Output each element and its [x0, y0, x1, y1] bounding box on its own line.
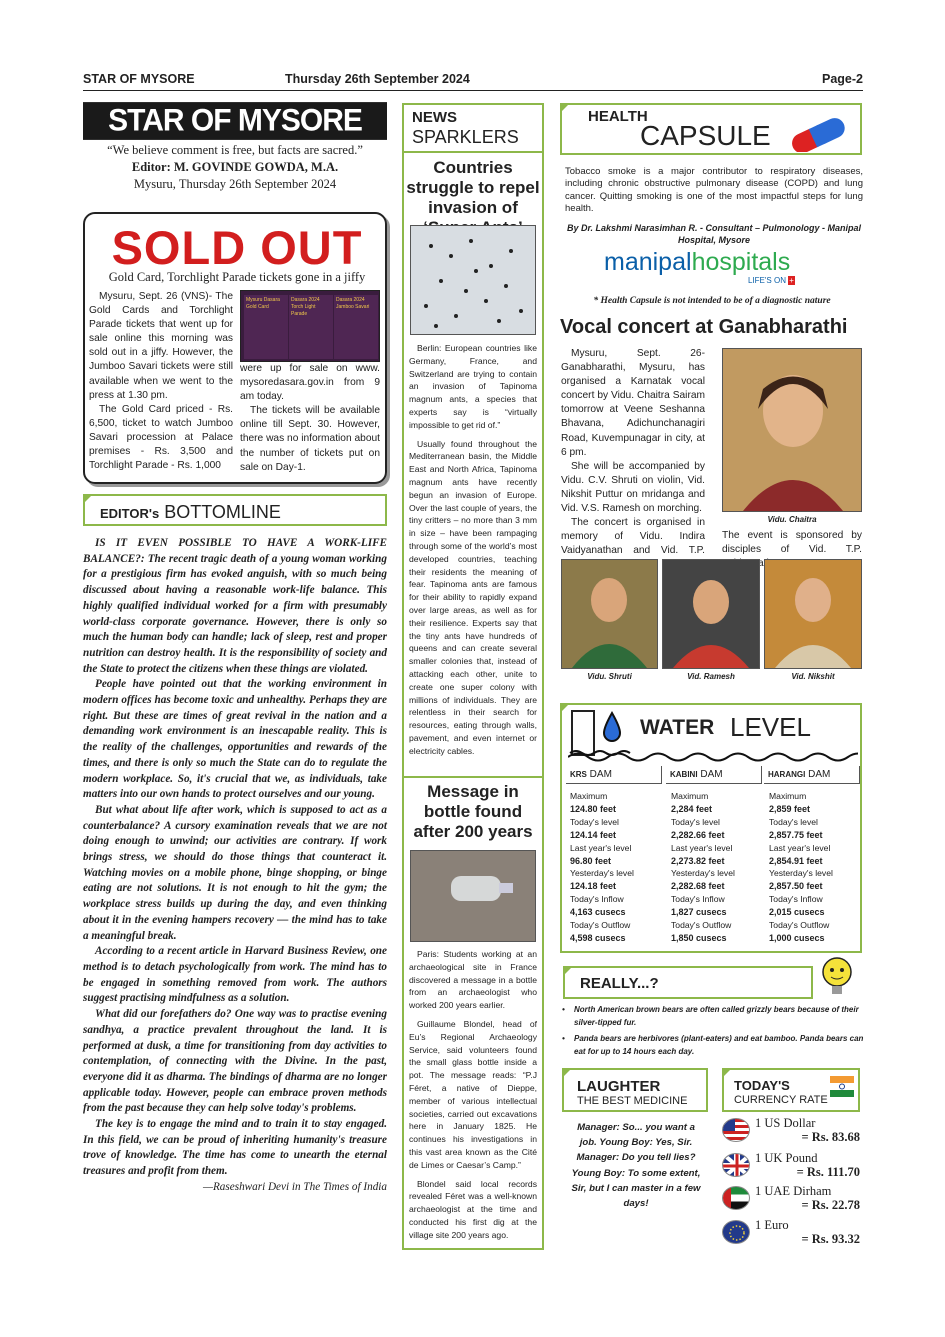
dam-data-kabini: [671, 790, 767, 945]
ticket-gold-card: Mysuru Dasara Gold Card: [244, 295, 288, 359]
concert-p2: She will be accompanied by Vidu. C.V. Shruti on violin, Vid. Nikshit Puttur on mridanga and Vid. V.S. Ramesh on morching.: [561, 460, 705, 515]
tickets-image: [240, 290, 380, 362]
currency-aed-value: = Rs. 22.78: [801, 1198, 860, 1212]
editorial-label-2: BOTTOMLINE: [164, 502, 281, 522]
really-item-1: North American brown bears are often called grizzly bears because of their silver-tipped fur.: [574, 1005, 859, 1027]
harangi-l4: Today's Inflow: [769, 894, 823, 905]
caption-nikshit: Vid. Nikshit: [791, 672, 835, 681]
laughter-label-2: THE BEST MEDICINE: [577, 1095, 688, 1107]
concert-p4: The event is sponsored by disciples of Vid. T.P.: [722, 530, 862, 556]
currency-row-gbp: [722, 1151, 860, 1181]
concert-headline: Vocal concert at Ganabharathi: [560, 316, 848, 338]
laughter-joke: Manager: So... you want a job. Young Boy: Yes, Sir. Manager: Do you tell lies? Young Boy: To some extent, Sir, but I can master in a few days!: [571, 1122, 701, 1210]
ants-photo: [410, 225, 536, 335]
uk-flag-icon: [722, 1153, 750, 1177]
header-paper-name: STAR OF MYSORE: [83, 72, 195, 86]
chaitra-photo: [722, 348, 862, 512]
currency-label-1: TODAY'S: [734, 1078, 790, 1093]
header-rule: [83, 90, 863, 91]
currency-gbp-value: = Rs. 111.70: [796, 1165, 860, 1179]
harangi-l5: Today's Outflow: [769, 920, 830, 931]
krs-v5: 4,598 cusecs: [570, 932, 626, 943]
krs-v1: 124.14 feet: [570, 829, 617, 840]
harangi-v5: 1,000 cusecs: [769, 932, 825, 943]
laughter-label-1: LAUGHTER: [577, 1078, 661, 1095]
health-byline: By Dr. Lakshmi Narasimhan R. - Consultant – Pulmonology - Manipal Hospital, Mysore: [566, 223, 862, 245]
masthead-title: STAR OF MYSORE: [83, 102, 387, 140]
editorial-p4: According to a recent article in Harvard Business Review, one method is to detach psychologically from work. The mind has to be engaged in something removed from work. The authors suggest practising mindfulness as a solution.: [83, 945, 387, 1005]
motto: “We believe comment is free, but facts are sacred.”: [107, 143, 363, 157]
sold-p4: The tickets will be available online till Sept. 30. However, there was no information about the number of tickets put on sale on Day-1.: [240, 405, 380, 473]
caption-ramesh: Vid. Ramesh: [687, 672, 735, 681]
wave-line: [568, 750, 858, 764]
sold-p3: were up for sale on www. mysoredasara.gov.in from 9 am today.: [240, 363, 380, 403]
news-label-1: NEWS: [412, 109, 457, 126]
kabini-l1: Today's level: [671, 816, 720, 827]
ants-graphic: [411, 226, 535, 334]
dam-suffix-krs: DAM: [589, 769, 612, 780]
currency-row-usd: [722, 1116, 860, 1146]
sold-p2: The Gold Card priced - Rs. 6,500, ticket to watch Jumboo Savari procession at Palace premises - Rs. 3,500 and Torchlight Parade - Rs. 1,000: [89, 403, 233, 472]
krs-l2: Last year's level: [570, 842, 632, 853]
bottle-photo: [410, 850, 536, 942]
kabini-v3: 2,282.68 feet: [671, 881, 725, 892]
health-label-2: CAPSULE: [640, 120, 771, 151]
krs-v3: 124.18 feet: [570, 881, 617, 892]
harangi-v3: 2,857.50 feet: [769, 881, 823, 892]
dam-data-harangi: [769, 790, 865, 945]
editorial-p3: But what about life after work, which is supposed to act as a counterbalance? A cursory examination reveals that we are not doing enough to unwind; our activities are contrary. If work brings stress, we should do those things that counteract it. Watching movies on a mobile phone, binge shopping, or binge eating are not solutions. It is not enough to hit the gym; the workplace stress builds up during the day, and even thinking about it in the evening hampers recovery — the mind has to take a meaningful break.: [83, 803, 387, 942]
krs-v4: 4,163 cusecs: [570, 907, 626, 918]
kabini-v2: 2,273.82 feet: [671, 855, 725, 866]
bottle-headline: Message in bottle found after 200 years: [413, 782, 533, 841]
dam-suffix-harangi: DAM: [808, 769, 831, 780]
harangi-v4: 2,015 cusecs: [769, 907, 825, 918]
dam-data-krs: [570, 790, 666, 945]
manipal-logo-1: manipal: [604, 248, 692, 276]
kabini-l0: Maximum: [671, 791, 709, 801]
manipal-logo-2: hospitals: [691, 248, 791, 276]
editorial-body: [83, 536, 387, 1196]
dam-label-harangi: [764, 766, 860, 784]
editorial-p1: IS IT EVEN POSSIBLE TO HAVE A WORK-LIFE BALANCE?: The recent tragic death of a young woman working for a prestigious firm has evoked anguish, with so much being discussed about having a reasonable work-life balance. This highly qualified individual worked for a firm with presumably world-class corporate governance. However, there is only so much the human body can handle; lack of sleep, rest and proper nutrition can destroy health. It is the responsibility of society and the State to protect the citizens when these things are violated.: [83, 537, 387, 675]
editorial-p6: The key is to engage the mind and to train it to stay engaged. In this field, we can be proud of inheriting humanity's treasure trove of knowledge. The time has come to unearth the eternal treasures and profit from them.: [83, 1118, 387, 1178]
harangi-l3: Yesterday's level: [769, 868, 833, 879]
kabini-v1: 2,282.66 feet: [671, 829, 725, 840]
shruti-graphic: [562, 560, 657, 668]
sold-out-col2: [240, 362, 380, 475]
health-text: Tobacco smoke is a major contributor to respiratory diseases, including chronic obstructive pulmonary disease (COPD) and lung cancer. Quitting smoking is one of the most impactful steps for lung health.: [565, 166, 863, 214]
page-header: [83, 70, 863, 92]
concert-p3: The concert is organised in memory of Vidu. Indira Vaidyanathan and Vid. T.P.: [561, 517, 705, 557]
bottle-text: [409, 948, 537, 1242]
bottle-p2: Guillaume Blondel, head of Eu’s Regional Archaeology Service, said volunteers found the small glass bottle inside a pot. The message reads: “P.J Féret, a native of Dieppe, member of various intellectual societies, carried out excavations here in January 1825. He continues his investigations in this vast area known as the Cité de Limes or Caesar’s Camp.”: [409, 1018, 537, 1170]
ants-headline: Countries struggle to repel invasion of: [406, 158, 540, 217]
nikshit-photo: [764, 559, 862, 669]
currency-eur-name: 1 Euro: [755, 1218, 789, 1232]
sold-out-headline: SOLD OUT: [111, 221, 363, 274]
really-item-2: Panda bears are herbivores (plant-eaters) and eat bamboo. Panda bears can eat for up to 14 hours each day.: [574, 1034, 864, 1056]
plus-icon: +: [789, 276, 794, 285]
news-label-box: [402, 103, 544, 153]
krs-l5: Today's Outflow: [570, 920, 631, 931]
dam-label-kabini: [666, 766, 762, 784]
krs-l0: Maximum: [570, 791, 608, 801]
krs-l4: Today's Inflow: [570, 894, 624, 905]
caption-chaitra: Vidu. Chaitra: [767, 515, 817, 524]
harangi-v0: 2,859 feet: [769, 803, 811, 814]
caption-shruti: Vidu. Shruti: [587, 672, 632, 681]
ants-p1: Berlin: European countries like Germany, France, and Switzerland are trying to contain an invasion of Tapinoma magnum ants, a species that experts say is “virtually impossible to get rid of.”: [409, 343, 537, 430]
krs-l1: Today's level: [570, 816, 619, 827]
harangi-v1: 2,857.75 feet: [769, 829, 823, 840]
kabini-v0: 2,284 feet: [671, 803, 713, 814]
manipal-tagline-text: LIFE'S ON: [748, 276, 786, 285]
manipal-tagline: [748, 276, 795, 285]
ticket-torch-light: Dasara 2024 Torch Light Parade: [289, 295, 333, 359]
bulb-icon: [812, 952, 862, 1002]
manipal-logo: [604, 248, 790, 277]
eu-flag-icon: [722, 1220, 750, 1244]
harangi-l1: Today's level: [769, 816, 818, 827]
chaitra-graphic: [723, 349, 861, 511]
dam-suffix-kabini: DAM: [700, 769, 723, 780]
kabini-l2: Last year's level: [671, 842, 733, 853]
harangi-l2: Last year's level: [769, 842, 831, 853]
currency-gbp-name: 1 UK Pound: [755, 1151, 818, 1165]
ants-text: [409, 342, 537, 758]
concert-text: [561, 347, 705, 573]
kabini-l5: Today's Outflow: [671, 920, 732, 931]
kabini-l3: Yesterday's level: [671, 868, 735, 879]
editorial-p5: What did our forefathers do? One way was to practise evening sandhya, a practice prevalent throughout the land. It is performed at dusk, a time for transitioning from day activities to contemplation, of connecting with the Divine. In the past, everyone did it as dharma. The bindings of dharma are no longer applicable today. However, people can embrace proven methods from the past because they can help solve today's problems.: [83, 1008, 387, 1115]
bottle-p3: Blondel said local records revealed Féret was a well-known archaeologist at the time and conducted his first dig at the village site 200 years ago.: [409, 1178, 537, 1240]
dam-name-kabini: KABINI: [670, 770, 698, 779]
currency-aed-name: 1 UAE Dirham: [755, 1184, 832, 1198]
dam-name-krs: KRS: [570, 770, 587, 779]
dam-label-krs: [566, 766, 662, 784]
water-label-1: WATER: [640, 716, 715, 739]
bottle-graphic: [411, 851, 535, 941]
sold-out-subhead: Gold Card, Torchlight Parade tickets gone in a jiffy: [108, 270, 366, 284]
nikshit-graphic: [765, 560, 861, 668]
bottle-p1: Paris: Students working at an archaeological site in France discovered a message in a bottle from an archaeologist who worked 200 years earlier.: [409, 949, 537, 1011]
masthead-block: [83, 142, 387, 193]
editorial-label-1: EDITOR's: [100, 506, 160, 521]
really-item: • North American brown bears are often called grizzly bears because of their silver-tipped fur.: [562, 1005, 859, 1027]
ramesh-graphic: [663, 560, 759, 668]
currency-usd-name: 1 US Dollar: [755, 1116, 816, 1130]
ants-p2: Usually found throughout the Mediterranean basin, the Middle East and North Africa, Tapinoma magnum ants have recently begun an invasion of Europe. Over the last couple of years, the tiny critters – no more than 3 mm in size – have been rampaging through some of the world’s most developed countries, teaching their residents the meaning of fear. Tapinoma ants are famous for their ability to rapidly expand over large areas, as well as for their resilience. Experts say that the tiny ants have hundreds of queens and can create several smaller colonies that, instead of attacking each other, unite to create one super colony with millions of individuals. They are relentless in their search for resources, eating through walls, pavement, and even internet or electricity cables.: [409, 438, 537, 756]
water-label-2: LEVEL: [730, 712, 811, 742]
uae-flag-icon: [722, 1186, 750, 1210]
us-flag-icon: [722, 1118, 750, 1142]
india-flag-icon: [830, 1076, 854, 1098]
harangi-l0: Maximum: [769, 791, 807, 801]
editorial-credit: —Raseshwari Devi in The Times of India: [203, 1180, 387, 1193]
health-label-1: HEALTH: [588, 108, 648, 125]
really-list: [562, 1004, 864, 1058]
sold-p1: Mysuru, Sept. 26 (VNS)- The Gold Cards and Torchlight Parade tickets that went up for sale online this morning was sold out in a jiffy. However, the Jumboo Savari tickets were still available when we went to the press at 1.30 pm.: [89, 291, 233, 401]
ramesh-photo: [662, 559, 760, 669]
header-page: Page-2: [822, 72, 863, 86]
kabini-v5: 1,850 cusecs: [671, 932, 727, 943]
news-divider: [402, 776, 544, 778]
currency-row-aed: [722, 1184, 860, 1214]
dateline: Mysuru, Thursday 26th September 2024: [133, 177, 337, 191]
really-item: • Panda bears are herbivores (plant-eaters) and eat bamboo. Panda bears can eat for up to 14 hours each day.: [562, 1034, 864, 1056]
news-label-2: SPARKLERS: [412, 127, 519, 147]
currency-eur-value: = Rs. 93.32: [801, 1232, 860, 1246]
editorial-p2: People have pointed out that the working environment in modern offices has become toxic and unhealthy. Perhaps they are right. But these are times of great revival in the nation and a demanding work environment is an inescapable reality. This is the reality of the challenges, opportunities and rewards of the times, and there is only so much the State can do to regulate the modern workplace. So, it's crucial that we, as individuals, take matters into our own hands to protect ourselves and our young.: [83, 678, 387, 801]
sold-out-col1: [89, 290, 233, 473]
ticket-jamboo-savari: Dasara 2024 Jamboo Savari: [334, 295, 378, 359]
capsule-icon: [782, 116, 862, 152]
health-note: * Health Capsule is not intended to be of a diagnostic nature: [593, 296, 831, 306]
concert-p1: Mysuru, Sept. 26- Ganabharathi, Mysuru, has organised a Karnatak vocal concert by Vidu. Chaitra Sairam tomorrow at Veene Seshanna Bhavana, Adichunchanagiri Road, Kuvempunagar in city, at 6 pm.: [561, 348, 705, 458]
kabini-l4: Today's Inflow: [671, 894, 725, 905]
currency-usd-value: = Rs. 83.68: [801, 1130, 860, 1144]
editorial-label: [100, 502, 281, 523]
kabini-v4: 1,827 cusecs: [671, 907, 727, 918]
shruti-photo: [561, 559, 658, 669]
harangi-v2: 2,854.91 feet: [769, 855, 823, 866]
header-date: Thursday 26th September 2024: [285, 72, 470, 86]
dam-name-harangi: HARANGI: [768, 770, 806, 779]
krs-v2: 96.80 feet: [570, 855, 612, 866]
editor-line: Editor: M. GOVINDE GOWDA, M.A.: [131, 160, 339, 174]
currency-row-eur: [722, 1218, 860, 1248]
really-label: REALLY...?: [580, 975, 659, 992]
currency-label-2: CURRENCY RATE: [734, 1094, 828, 1106]
krs-l3: Yesterday's level: [570, 868, 634, 879]
krs-v0: 124.80 feet: [570, 803, 617, 814]
